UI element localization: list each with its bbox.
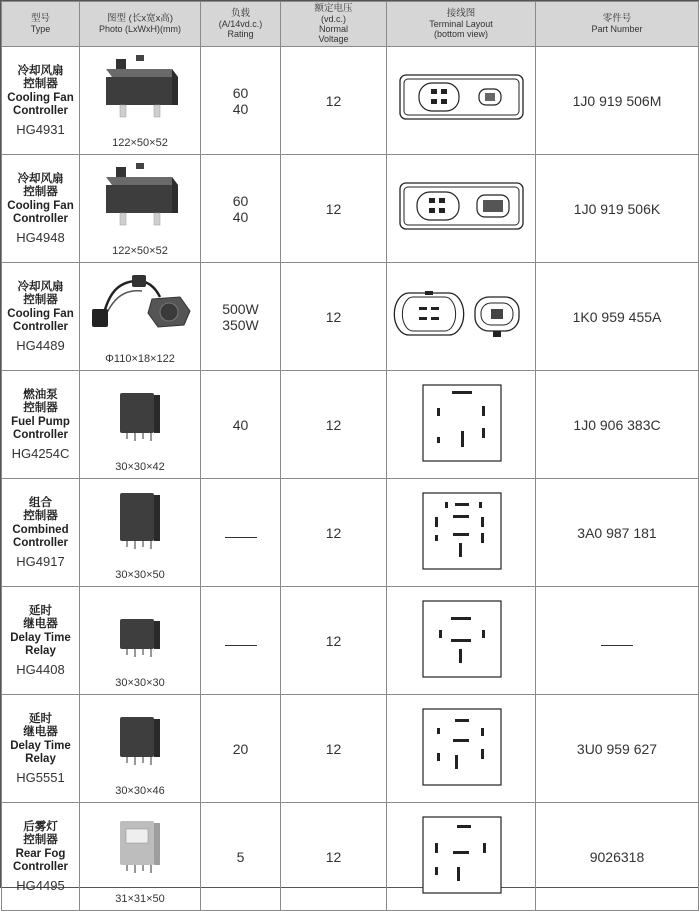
table-row [2, 155, 699, 263]
load-rating-cell: 20 [201, 695, 281, 803]
dimensions: 30×30×46 [115, 785, 165, 797]
dash-mark [225, 645, 257, 646]
dimensions: 30×30×30 [115, 677, 165, 689]
load-rating-cell: 500W 350W [201, 263, 281, 371]
product-photo [80, 47, 201, 127]
voltage-cell: 12 [281, 155, 387, 263]
terminal-layout-cell [387, 587, 536, 695]
table-row [2, 479, 699, 587]
photo-cell [80, 803, 201, 911]
type-cell: 组合 控制器 Combined Controller HG4917 [2, 479, 80, 587]
voltage-cell: 12 [281, 371, 387, 479]
model-code: HG4931 [16, 121, 65, 137]
part-number-cell: 3A0 987 181 [536, 479, 699, 587]
dimensions: 122×50×52 [112, 245, 168, 257]
header-row [2, 2, 699, 47]
table-row [2, 371, 699, 479]
model-code: HG4489 [16, 337, 65, 353]
product-photo [80, 479, 201, 559]
model-code: HG4917 [16, 553, 65, 569]
voltage-cell: 12 [281, 803, 387, 911]
dimensions: 30×30×50 [115, 569, 165, 581]
product-table [1, 1, 699, 911]
photo-cell [80, 479, 201, 587]
load-rating-cell: 5 [201, 803, 281, 911]
dash-mark [601, 645, 633, 646]
photo-cell [80, 587, 201, 695]
dimensions: 31×31×50 [115, 893, 165, 905]
terminal-layout-diagram [387, 587, 536, 689]
type-cell: 延时 继电器 Delay Time Relay HG4408 [2, 587, 80, 695]
dimensions: 122×50×52 [112, 137, 168, 149]
part-number-cell: 3U0 959 627 [536, 695, 699, 803]
load-rating-cell [201, 479, 281, 587]
load-rating-cell: 60 40 [201, 47, 281, 155]
table-row [2, 803, 699, 911]
product-photo [80, 695, 201, 775]
terminal-layout-cell [387, 155, 536, 263]
header-load: 负载 (A/14vd.c.) Rating [201, 2, 281, 47]
type-cell: 后雾灯 控制器 Rear Fog Controller HG4495 [2, 803, 80, 911]
terminal-layout-diagram [387, 371, 536, 473]
part-number-cell [536, 587, 699, 695]
header-part-number: 零件号 Part Number [536, 2, 699, 47]
product-photo [80, 803, 201, 883]
product-photo [80, 371, 201, 451]
photo-cell [80, 695, 201, 803]
header-type: 型号 Type [2, 2, 80, 47]
part-number-cell: 1K0 959 455A [536, 263, 699, 371]
header-voltage: 额定电压 (vd.c.) Normal Voltage [281, 2, 387, 47]
voltage-cell: 12 [281, 695, 387, 803]
table-row [2, 587, 699, 695]
type-cell: 冷却风扇 控制器 Cooling Fan Controller HG4948 [2, 155, 80, 263]
terminal-layout-cell [387, 803, 536, 911]
terminal-layout-cell [387, 263, 536, 371]
product-photo [80, 587, 201, 667]
table-row [2, 695, 699, 803]
part-number-cell: 1J0 919 506K [536, 155, 699, 263]
voltage-cell: 12 [281, 47, 387, 155]
terminal-layout-diagram [387, 695, 536, 797]
terminal-layout-cell [387, 371, 536, 479]
type-cell: 延时 继电器 Delay Time Relay HG5551 [2, 695, 80, 803]
load-rating-cell: 40 [201, 371, 281, 479]
photo-cell [80, 263, 201, 371]
product-photo [80, 263, 201, 343]
table-row [2, 47, 699, 155]
dimensions: Φ110×18×122 [105, 353, 175, 365]
model-code: HG4408 [16, 661, 65, 677]
photo-cell [80, 155, 201, 263]
model-code: HG4495 [16, 877, 65, 893]
header-terminal: 接线图 Terminal Layout (bottom view) [387, 2, 536, 47]
terminal-layout-cell [387, 479, 536, 587]
model-code: HG5551 [16, 769, 65, 785]
load-rating-cell: 60 40 [201, 155, 281, 263]
voltage-cell: 12 [281, 587, 387, 695]
dimensions: 30×30×42 [115, 461, 165, 473]
type-cell: 燃油泵 控制器 Fuel Pump Controller HG4254C [2, 371, 80, 479]
header-photo: 图型 (长x宽x高) Photo (LxWxH)(mm) [80, 2, 201, 47]
photo-cell [80, 371, 201, 479]
voltage-cell: 12 [281, 479, 387, 587]
table-row [2, 263, 699, 371]
load-rating-cell [201, 587, 281, 695]
part-number-cell: 1J0 906 383C [536, 371, 699, 479]
model-code: HG4254C [11, 445, 70, 461]
terminal-layout-diagram [387, 47, 536, 149]
part-number-cell: 1J0 919 506M [536, 47, 699, 155]
terminal-layout-diagram [387, 155, 536, 257]
terminal-layout-cell [387, 47, 536, 155]
photo-cell [80, 47, 201, 155]
product-photo [80, 155, 201, 235]
voltage-cell: 12 [281, 263, 387, 371]
terminal-layout-diagram [387, 263, 536, 365]
type-cell: 冷却风扇 控制器 Cooling Fan Controller HG4489 [2, 263, 80, 371]
part-number-cell: 9026318 [536, 803, 699, 911]
terminal-layout-diagram [387, 479, 536, 581]
model-code: HG4948 [16, 229, 65, 245]
type-cell: 冷却风扇 控制器 Cooling Fan Controller HG4931 [2, 47, 80, 155]
dash-mark [225, 537, 257, 538]
terminal-layout-diagram [387, 803, 536, 905]
terminal-layout-cell [387, 695, 536, 803]
